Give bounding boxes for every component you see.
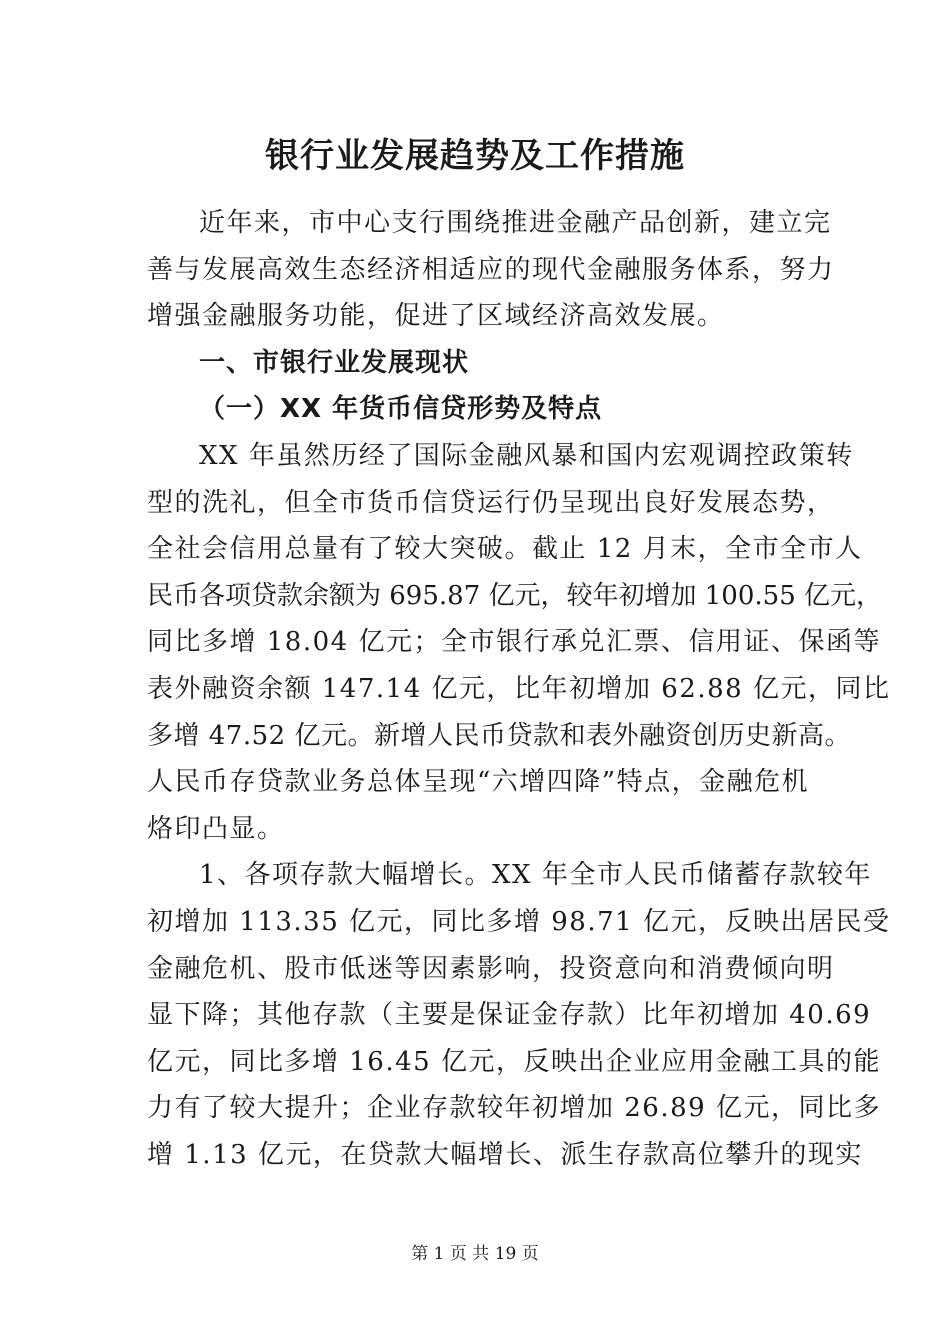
paragraph-line: 近年来，市中心支行围绕推进金融产品创新，建立完	[199, 208, 832, 238]
paragraph-line: 多增 47.52 亿元。新增人民币贷款和表外融资创历史新高。	[147, 720, 851, 751]
page-footer: 第 1 页 共 19 页	[411, 1244, 539, 1264]
paragraph-line: 金融危机、股市低迷等因素影响，投资意向和消费倾向明	[147, 953, 835, 984]
document-title: 银行业发展趋势及工作措施	[265, 136, 685, 176]
document-body	[147, 200, 891, 1178]
paragraph-line: 1、各项存款大幅增长。XX 年全市人民币储蓄存款较年	[199, 860, 872, 891]
paragraph-line: 表外融资余额 147.14 亿元，比年初增加 62.88 亿元，同比	[147, 673, 891, 704]
paragraph-line: XX 年虽然历经了国际金融风暴和国内宏观调控政策转	[199, 440, 854, 471]
paragraph-line: 型的洗礼，但全市货币信贷运行仍呈现出良好发展态势，	[147, 487, 835, 518]
paragraph-line: 民币各项贷款余额为 695.87 亿元，较年初增加 100.55 亿元，	[147, 580, 883, 611]
paragraph-line: 人民币存贷款业务总体呈现“六增四降”特点，金融危机	[147, 767, 810, 798]
paragraph-line: 力有了较大提升；企业存款较年初增加 26.89 亿元，同比多	[147, 1093, 881, 1124]
section-heading: 一、市银行业发展现状	[199, 347, 470, 378]
paragraph-line: 增 1.13 亿元，在贷款大幅增长、派生存款高位攀升的现实	[147, 1139, 863, 1170]
paragraph-line: 初增加 113.35 亿元，同比多增 98.71 亿元，反映出居民受	[147, 906, 891, 937]
paragraph-line: 增强金融服务功能，促进了区域经济高效发展。	[147, 301, 725, 332]
paragraph-line: 亿元，同比多增 16.45 亿元，反映出企业应用金融工具的能	[147, 1046, 881, 1077]
paragraph-line: 全社会信用总量有了较大突破。截止 12 月末，全市全市人	[147, 534, 863, 565]
paragraph-line: 同比多增 18.04 亿元；全市银行承兑汇票、信用证、保函等	[147, 627, 881, 658]
subsection-heading: （一）XX 年货币信贷形势及特点	[199, 394, 603, 425]
paragraph-line: 善与发展高效生态经济相适应的现代金融服务体系，努力	[147, 254, 835, 285]
paragraph-line: 烙印凸显。	[147, 813, 285, 844]
paragraph-line: 显下降；其他存款（主要是保证金存款）比年初增加 40.69	[147, 1000, 872, 1031]
